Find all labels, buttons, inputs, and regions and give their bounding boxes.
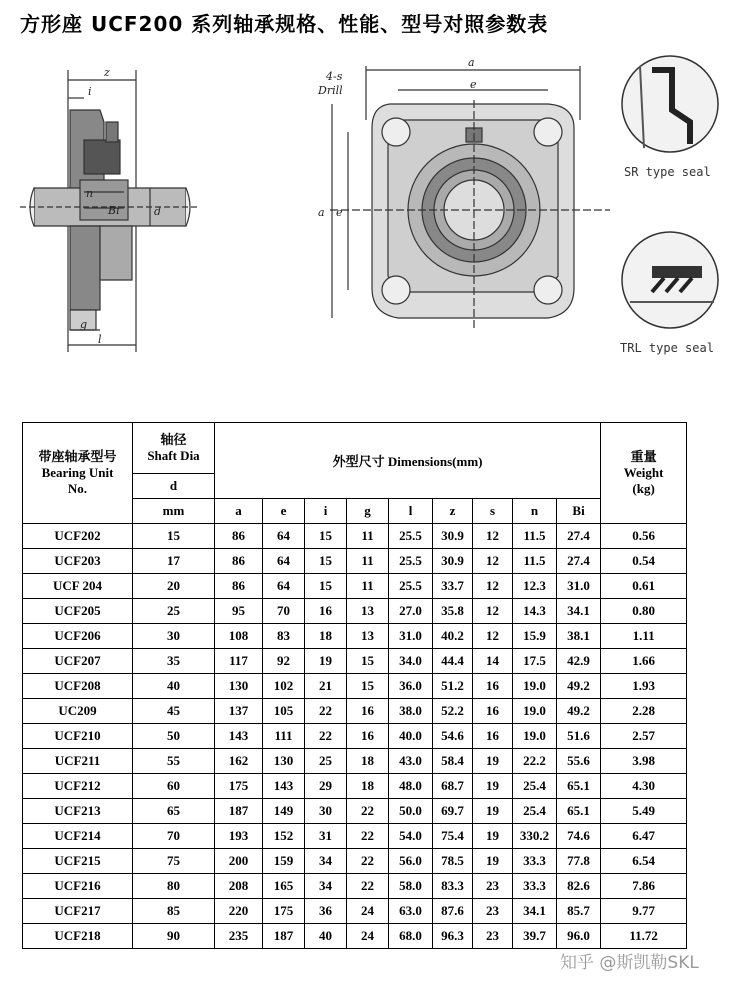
value-cell: 130 [215,674,263,699]
value-cell: 220 [215,899,263,924]
value-cell: 15 [347,674,389,699]
model-cell: UCF208 [23,674,133,699]
value-cell: 50 [133,724,215,749]
model-cell: UCF207 [23,649,133,674]
value-cell: 44.4 [433,649,473,674]
header-dim-l: l [389,499,433,524]
value-cell: 187 [263,924,305,949]
value-cell: 36 [305,899,347,924]
front-view-drawing [330,66,610,330]
value-cell: 70 [133,824,215,849]
table-row [23,549,687,574]
header-shaft-cn: 轴径 [160,432,187,447]
table-row [23,799,687,824]
label-g: g [80,318,88,331]
table-row [23,774,687,799]
value-cell: 12 [473,599,513,624]
value-cell: 19 [305,649,347,674]
value-cell: 25.5 [389,524,433,549]
value-cell: 77.8 [557,849,601,874]
value-cell: 38.0 [389,699,433,724]
value-cell: 54.0 [389,824,433,849]
value-cell: 23 [473,924,513,949]
value-cell: 13 [347,624,389,649]
value-cell: 19 [473,774,513,799]
bearing-drawings [0,40,736,370]
header-shaft-dia [133,423,215,474]
value-cell: 29 [305,774,347,799]
label-a-top: a [468,56,475,69]
value-cell: 34.1 [557,599,601,624]
value-cell: 25.5 [389,574,433,599]
value-cell: 108 [215,624,263,649]
value-cell: 1.11 [601,624,687,649]
value-cell: 24 [347,924,389,949]
value-cell: 42.9 [557,649,601,674]
value-cell: 86 [215,549,263,574]
value-cell: 70 [263,599,305,624]
value-cell: 11 [347,574,389,599]
value-cell: 83 [263,624,305,649]
value-cell: 208 [215,874,263,899]
value-cell: 83.3 [433,874,473,899]
label-drill: Drill [318,84,343,97]
value-cell: 19.0 [513,699,557,724]
value-cell: 200 [215,849,263,874]
value-cell: 9.77 [601,899,687,924]
header-bearing-unit-no: No. [67,481,88,496]
model-cell: UCF 204 [23,574,133,599]
value-cell: 22 [347,874,389,899]
value-cell: 35 [133,649,215,674]
value-cell: 0.61 [601,574,687,599]
watermark: 知乎 @斯凯勒SKL [560,953,699,973]
table-row [23,524,687,549]
value-cell: 16 [473,724,513,749]
model-cell: UCF205 [23,599,133,624]
value-cell: 117 [215,649,263,674]
value-cell: 5.49 [601,799,687,824]
value-cell: 25.5 [389,549,433,574]
value-cell: 15.9 [513,624,557,649]
value-cell: 55 [133,749,215,774]
label-n: n [86,187,94,200]
value-cell: 17 [133,549,215,574]
table-row [23,724,687,749]
value-cell: 30 [133,624,215,649]
sr-seal-label: SR type seal [624,165,711,179]
header-dimensions: 外型尺寸 Dimensions(mm) [215,423,601,499]
header-shaft-en: Shaft Dia [147,448,200,463]
table-row [23,624,687,649]
value-cell: 64 [263,574,305,599]
label-e-side: e [336,206,343,219]
header-bearing-unit-cn: 带座轴承型号 [38,449,117,464]
value-cell: 33.7 [433,574,473,599]
value-cell: 11 [347,524,389,549]
value-cell: 22 [347,799,389,824]
header-mm: mm [133,499,215,524]
value-cell: 21 [305,674,347,699]
value-cell: 64 [263,549,305,574]
value-cell: 12 [473,549,513,574]
value-cell: 2.28 [601,699,687,724]
page-title: 方形座 UCF200 系列轴承规格、性能、型号对照参数表 [20,12,549,36]
label-i: i [88,85,92,98]
model-cell: UCF218 [23,924,133,949]
value-cell: 75 [133,849,215,874]
value-cell: 175 [215,774,263,799]
header-dim-g: g [347,499,389,524]
value-cell: 6.54 [601,849,687,874]
table-row [23,899,687,924]
table-row [23,924,687,949]
header-d: d [133,474,215,499]
value-cell: 18 [305,624,347,649]
value-cell: 15 [305,549,347,574]
value-cell: 25.4 [513,799,557,824]
sr-seal-detail [622,56,718,152]
table-row [23,874,687,899]
value-cell: 18 [347,749,389,774]
table-row [23,699,687,724]
value-cell: 14 [473,649,513,674]
value-cell: 40.0 [389,724,433,749]
value-cell: 19 [473,849,513,874]
model-cell: UCF211 [23,749,133,774]
value-cell: 23 [473,899,513,924]
value-cell: 43.0 [389,749,433,774]
label-e-top: e [470,78,477,91]
value-cell: 40.2 [433,624,473,649]
value-cell: 15 [305,524,347,549]
value-cell: 105 [263,699,305,724]
value-cell: 35.8 [433,599,473,624]
table-row [23,574,687,599]
value-cell: 19.0 [513,674,557,699]
value-cell: 193 [215,824,263,849]
model-cell: UCF202 [23,524,133,549]
value-cell: 11.5 [513,524,557,549]
value-cell: 86 [215,524,263,549]
value-cell: 34.1 [513,899,557,924]
header-bearing-unit-en: Bearing Unit [41,465,114,480]
value-cell: 3.98 [601,749,687,774]
table-row [23,674,687,699]
model-cell: UCF212 [23,774,133,799]
value-cell: 0.80 [601,599,687,624]
value-cell: 12 [473,574,513,599]
value-cell: 152 [263,824,305,849]
value-cell: 58.4 [433,749,473,774]
value-cell: 0.54 [601,549,687,574]
value-cell: 27.4 [557,549,601,574]
model-cell: UC209 [23,699,133,724]
value-cell: 165 [263,874,305,899]
value-cell: 30.9 [433,549,473,574]
label-z: z [104,66,110,79]
value-cell: 159 [263,849,305,874]
value-cell: 87.6 [433,899,473,924]
header-dim-i: i [305,499,347,524]
header-weight-cn: 重量 [630,449,657,464]
value-cell: 15 [305,574,347,599]
value-cell: 25.4 [513,774,557,799]
value-cell: 143 [215,724,263,749]
value-cell: 49.2 [557,699,601,724]
value-cell: 54.6 [433,724,473,749]
value-cell: 74.6 [557,824,601,849]
value-cell: 40 [305,924,347,949]
value-cell: 69.7 [433,799,473,824]
value-cell: 92 [263,649,305,674]
value-cell: 68.0 [389,924,433,949]
value-cell: 18 [347,774,389,799]
header-dim-e: e [263,499,305,524]
value-cell: 65 [133,799,215,824]
value-cell: 51.6 [557,724,601,749]
value-cell: 52.2 [433,699,473,724]
value-cell: 90 [133,924,215,949]
value-cell: 38.1 [557,624,601,649]
header-dim-bi: Bi [557,499,601,524]
value-cell: 137 [215,699,263,724]
value-cell: 25 [305,749,347,774]
value-cell: 34 [305,874,347,899]
value-cell: 16 [473,699,513,724]
value-cell: 85.7 [557,899,601,924]
value-cell: 65.1 [557,774,601,799]
model-cell: UCF217 [23,899,133,924]
value-cell: 11.72 [601,924,687,949]
value-cell: 6.47 [601,824,687,849]
model-cell: UCF216 [23,874,133,899]
value-cell: 14.3 [513,599,557,624]
header-weight-unit: (kg) [632,481,655,496]
model-cell: UCF210 [23,724,133,749]
value-cell: 51.2 [433,674,473,699]
value-cell: 20 [133,574,215,599]
value-cell: 16 [305,599,347,624]
value-cell: 12.3 [513,574,557,599]
value-cell: 19 [473,824,513,849]
model-cell: UCF206 [23,624,133,649]
value-cell: 19 [473,799,513,824]
value-cell: 50.0 [389,799,433,824]
value-cell: 12 [473,524,513,549]
value-cell: 1.66 [601,649,687,674]
value-cell: 143 [263,774,305,799]
value-cell: 86 [215,574,263,599]
value-cell: 36.0 [389,674,433,699]
value-cell: 34.0 [389,649,433,674]
value-cell: 78.5 [433,849,473,874]
label-bi: Bi [108,204,120,217]
model-cell: UCF215 [23,849,133,874]
value-cell: 58.0 [389,874,433,899]
value-cell: 162 [215,749,263,774]
table-row [23,824,687,849]
value-cell: 31.0 [557,574,601,599]
label-drill-size: 4-s [326,70,343,83]
header-dim-a: a [215,499,263,524]
value-cell: 23 [473,874,513,899]
value-cell: 19 [473,749,513,774]
value-cell: 17.5 [513,649,557,674]
spec-table [22,422,687,949]
header-weight-en: Weight [623,465,664,480]
value-cell: 22.2 [513,749,557,774]
label-a-side: a [318,206,325,219]
value-cell: 16 [347,724,389,749]
value-cell: 82.6 [557,874,601,899]
value-cell: 27.4 [557,524,601,549]
value-cell: 22 [347,849,389,874]
value-cell: 22 [347,824,389,849]
value-cell: 2.57 [601,724,687,749]
value-cell: 85 [133,899,215,924]
header-dim-z: z [433,499,473,524]
value-cell: 25 [133,599,215,624]
value-cell: 24 [347,899,389,924]
model-cell: UCF213 [23,799,133,824]
value-cell: 330.2 [513,824,557,849]
table-row [23,599,687,624]
value-cell: 7.86 [601,874,687,899]
value-cell: 15 [133,524,215,549]
value-cell: 12 [473,624,513,649]
value-cell: 95 [215,599,263,624]
value-cell: 11.5 [513,549,557,574]
value-cell: 60 [133,774,215,799]
model-cell: UCF214 [23,824,133,849]
value-cell: 30 [305,799,347,824]
value-cell: 80 [133,874,215,899]
value-cell: 13 [347,599,389,624]
value-cell: 235 [215,924,263,949]
value-cell: 33.3 [513,849,557,874]
value-cell: 4.30 [601,774,687,799]
value-cell: 55.6 [557,749,601,774]
value-cell: 16 [473,674,513,699]
table-row [23,849,687,874]
value-cell: 16 [347,699,389,724]
value-cell: 48.0 [389,774,433,799]
value-cell: 33.3 [513,874,557,899]
table-row [23,649,687,674]
trl-seal-label: TRL type seal [620,341,714,355]
value-cell: 45 [133,699,215,724]
value-cell: 175 [263,899,305,924]
label-l: l [98,333,102,346]
value-cell: 65.1 [557,799,601,824]
value-cell: 149 [263,799,305,824]
value-cell: 39.7 [513,924,557,949]
value-cell: 96.0 [557,924,601,949]
value-cell: 187 [215,799,263,824]
value-cell: 31 [305,824,347,849]
value-cell: 102 [263,674,305,699]
value-cell: 30.9 [433,524,473,549]
value-cell: 27.0 [389,599,433,624]
value-cell: 31.0 [389,624,433,649]
value-cell: 34 [305,849,347,874]
value-cell: 56.0 [389,849,433,874]
table-row [23,749,687,774]
header-dim-s: s [473,499,513,524]
value-cell: 15 [347,649,389,674]
value-cell: 96.3 [433,924,473,949]
value-cell: 40 [133,674,215,699]
header-weight [601,423,687,524]
value-cell: 19.0 [513,724,557,749]
value-cell: 130 [263,749,305,774]
value-cell: 111 [263,724,305,749]
header-dim-n: n [513,499,557,524]
label-d: d [154,205,162,218]
value-cell: 11 [347,549,389,574]
model-cell: UCF203 [23,549,133,574]
value-cell: 0.56 [601,524,687,549]
value-cell: 1.93 [601,674,687,699]
trl-seal-detail [622,232,718,328]
value-cell: 63.0 [389,899,433,924]
value-cell: 68.7 [433,774,473,799]
value-cell: 64 [263,524,305,549]
value-cell: 22 [305,724,347,749]
value-cell: 49.2 [557,674,601,699]
value-cell: 75.4 [433,824,473,849]
header-bearing-unit [23,423,133,524]
value-cell: 22 [305,699,347,724]
